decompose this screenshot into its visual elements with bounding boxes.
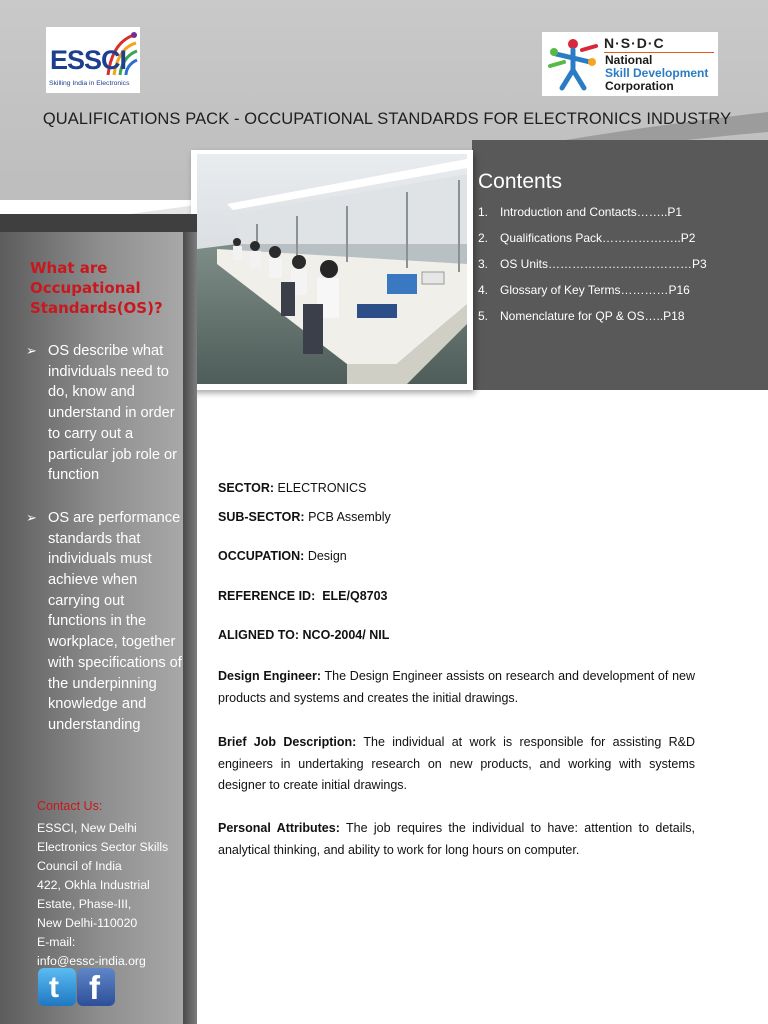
twitter-icon[interactable] [38,968,76,1006]
contents-item[interactable] [478,280,707,306]
nsdc-name-line3: Corporation [605,79,674,93]
contents-item-label: Introduction and Contacts……..P1 [500,205,683,219]
nsdc-logo [542,32,718,96]
facebook-icon[interactable] [77,968,115,1006]
nsdc-name-line2: Skill Development [605,66,709,80]
job-description-paragraph [218,732,695,797]
job-description-text: The individual at work is responsible for assisting R&D engineers in undertaking research on new products, and working with systems designer to create initial drawings. [218,735,696,792]
contents-item-label: Glossary of Key Terms…………P16 [500,283,690,297]
essci-tagline: Skilling India in Electronics [49,80,130,87]
sidebar-top-bar [0,214,197,232]
contents-item[interactable] [478,306,707,332]
facebook-glyph: f [89,969,100,1006]
sub-sector-value: PCB Assembly [308,510,391,524]
aligned-to-label: ALIGNED TO: [218,628,300,642]
os-heading: What are Occupational Standards(OS)? [30,259,163,317]
personal-attributes-text: The job requires the individual to have: attention to details, analytical thinking, and ability to work for long hours on computer. [218,821,695,857]
contents-item-number: 5. [478,309,489,323]
sector-value: ELECTRONICS [277,481,367,495]
sub-sector-label: SUB-SECTOR: [218,510,305,524]
contents-heading: Contents [478,170,563,193]
factory-photo-frame [191,150,473,390]
reference-id-value: ELE/Q8703 [322,589,388,603]
contact-line: New Delhi-110020 [37,916,138,930]
contact-line: E-mail: [37,935,76,949]
aligned-to-value: NCO-2004/ NIL [302,628,390,642]
arrow-bullet-icon: ➢ [26,509,37,525]
sector-label: SECTOR: [218,481,275,495]
reference-id-field [218,589,388,603]
contents-item[interactable] [478,254,707,280]
nsdc-abbr: N·S·D·C [604,35,665,51]
contents-list [478,202,707,332]
contents-item[interactable] [478,228,707,254]
essci-wordmark: ESSCI [50,45,127,75]
os-bullet [26,341,182,486]
personal-attributes-label: Personal Attributes: [218,821,340,835]
contents-item-number: 4. [478,283,489,297]
contact-line: Electronics Sector Skills [37,840,169,854]
os-bullet [26,508,182,736]
design-engineer-text: The Design Engineer assists on research and development of new products and systems and creates the initial drawings. [218,669,696,705]
contact-heading: Contact Us: [37,799,103,813]
contents-item[interactable] [478,202,707,228]
contact-details [37,819,187,971]
sector-field [218,481,366,495]
nsdc-name-line1: National [605,53,653,67]
occupation-field [218,549,347,563]
occupation-value: Design [307,549,347,563]
document-title: QUALIFICATIONS PACK - OCCUPATIONAL STANDARDS FOR ELECTRONICS INDUSTRY [42,110,732,128]
contact-line: Council of India [37,859,122,873]
contact-line: ESSCI, New Delhi [37,821,137,835]
job-description-label: Brief Job Description: [218,735,357,749]
contents-item-label: Nomenclature for QP & OS…..P18 [500,309,685,323]
contents-item-number: 3. [478,257,489,271]
reference-id-label: REFERENCE ID: [218,589,316,603]
contents-item-number: 2. [478,231,489,245]
contents-item-label: Qualifications Pack………………..P2 [500,231,696,245]
contact-line: Estate, Phase-III, [37,897,132,911]
aligned-to-field [218,628,389,642]
arrow-bullet-icon: ➢ [26,343,37,358]
contact-line: 422, Okhla Industrial [37,878,150,892]
sub-sector-field [218,510,391,524]
os-bullet-text: OS describe what individuals need to do, know and understand in order to carry out a particular job role or function [48,343,177,484]
design-engineer-paragraph [218,666,695,709]
twitter-glyph: t [49,971,59,1004]
personal-attributes-paragraph [218,818,695,861]
essci-logo [46,27,140,93]
contents-item-number: 1. [478,205,489,219]
occupation-label: OCCUPATION: [218,549,305,563]
os-bullet-text: OS are performance standards that individuals must achieve when carrying out functions in the workplace, together with specifications of the underpinning knowledge and understanding [48,509,182,733]
contents-item-label: OS Units………………………………P3 [500,257,707,271]
contact-email-link[interactable]: info@essc-india.org [37,954,146,968]
os-bullet-list [26,341,182,758]
factory-photo [197,154,467,384]
design-engineer-label: Design Engineer: [218,669,322,683]
nsdc-figures-icon [544,36,602,92]
